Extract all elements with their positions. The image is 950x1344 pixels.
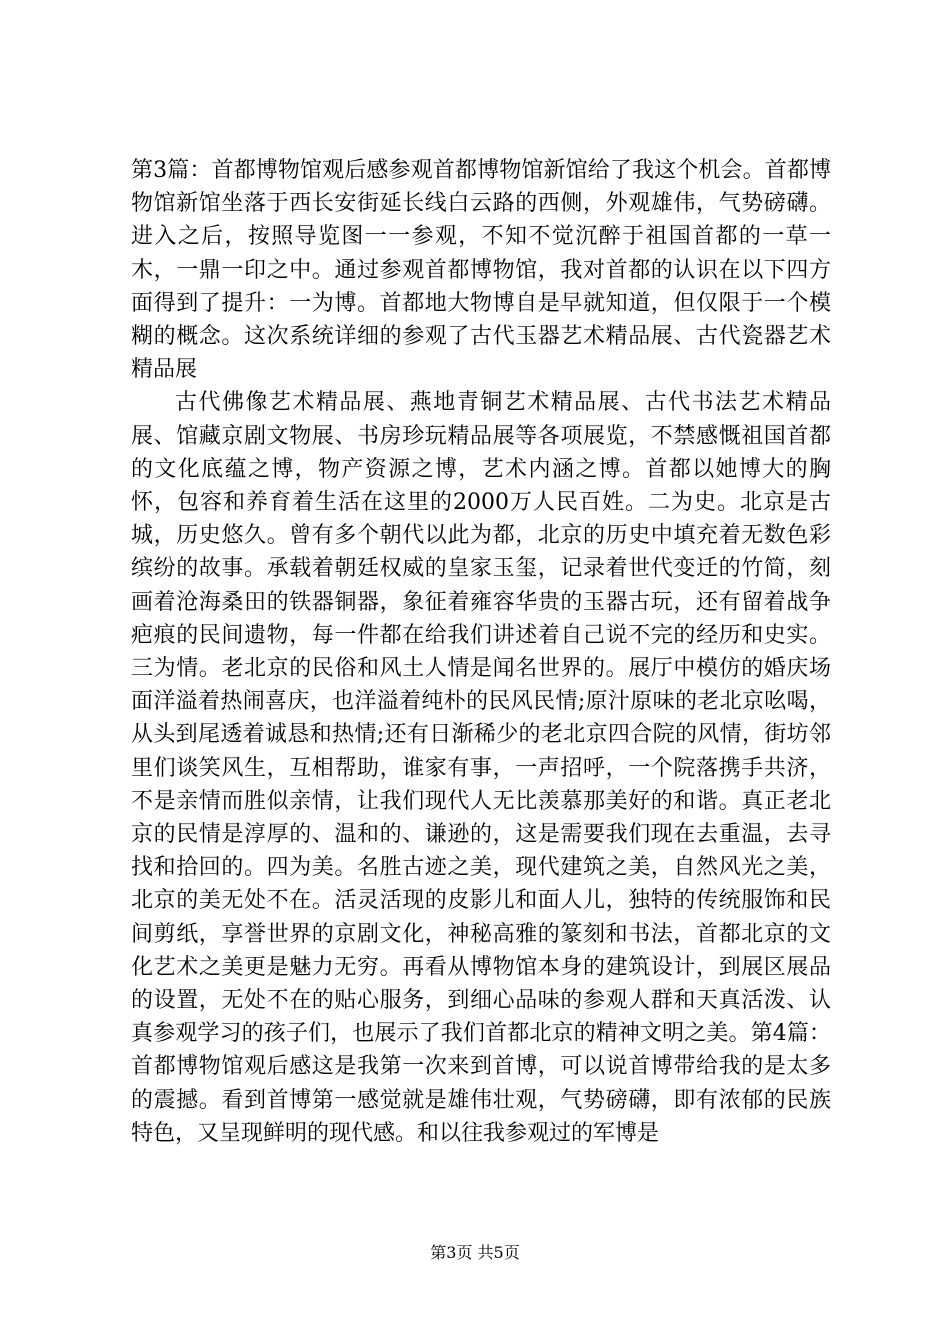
paragraph-2: 古代佛像艺术精品展、燕地青铜艺术精品展、古代书法艺术精品展、馆藏京剧文物展、书房珍玩精品展等各项展览，不禁感慨祖国首都的文化底蕴之博，物产资源之博，艺术内涵之博。首都以她博大的胸怀，包容和养育着生活在这里的2000万人民百姓。二为史。北京是古城，历史悠久。曾有多个朝代以此为都，北京的历史中填充着无数色彩缤纷的故事。承载着朝廷权威的皇家玉玺，记录着世代变迁的竹简，刻画着沧海桑田的铁器铜器，象征着雍容华贵的玉器古玩，还有留着战争疤痕的民间遗物，每一件都在给我们讲述着自己说不完的经历和史实。三为情。老北京的民俗和风土人情是闻名世界的。展厅中模仿的婚庆场面洋溢着热闹喜庆，也洋溢着纯朴的民风民情;原汁原味的老北京吆喝，从头到尾透着诚恳和热情;还有日渐稀少的老北京四合院的风情，街坊邻里们谈笑风生，互相帮助，谁家有事，一声招呼，一个院落携手共济，不是亲情而胜似亲情，让我们现代人无比羡慕那美好的和谐。真正老北京的民情是淳厚的、温和的、谦逊的，这是需要我们现在去重温，去寻找和拾回的。四为美。名胜古迹之美，现代建筑之美，自然风光之美，北京的美无处不在。活灵活现的皮影儿和面人儿，独特的传统服饰和民间剪纸，享誉世界的京剧文化，神秘高雅的篆刻和书法，首都北京的文化艺术之美更是魅力无穷。再看从博物馆本身的建筑设计，到展区展品的设置，无处不在的贴心服务，到细心品味的参观人群和天真活泼、认真参观学习的孩子们，也展示了我们首都北京的精神文明之美。第4篇：首都博物馆观后感这是我第一次来到首博，可以说首博带给我的是太多的震撼。看到首博第一感觉就是雄伟壮观，气势磅礴，即有浓郁的民族特色，又呈现鲜明的现代感。和以往我参观过的军博是	[131, 390, 831, 1146]
page-footer: 第3页 共5页	[430, 1243, 520, 1262]
paragraph-1: 第3篇：首都博物馆观后感参观首都博物馆新馆给了我这个机会。首都博物馆新馆坐落于西长安街延长线白云路的西侧，外观雄伟，气势磅礴。进入之后，按照导览图一一参观，不知不觉沉醉于祖国首都的一草一木，一鼎一印之中。通过参观首都博物馆，我对首都的认识在以下四方面得到了提升：一为博。首都地大物博自是早就知道，但仅限于一个模糊的概念。这次系统详细的参观了古代玉器艺术精品展、古代瓷器艺术精品展	[131, 158, 831, 383]
document-body	[131, 154, 831, 1150]
